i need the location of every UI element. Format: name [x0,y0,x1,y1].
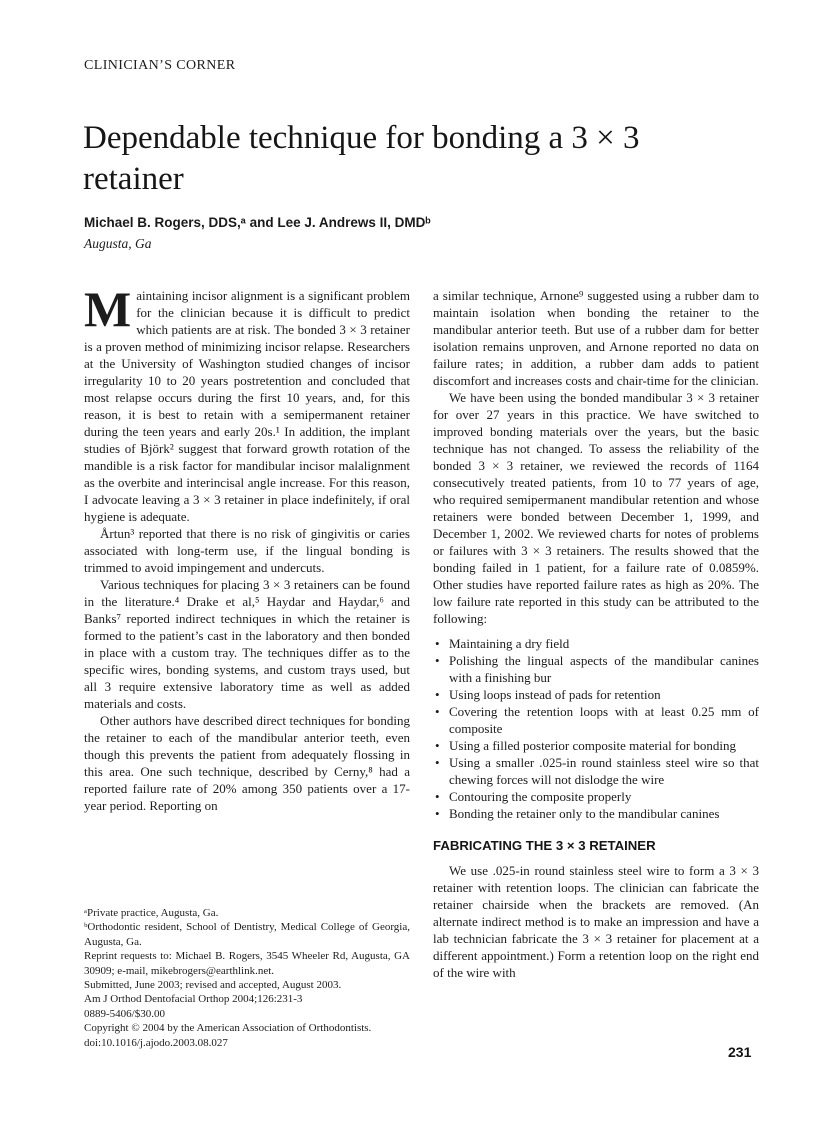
article-body [84,281,759,981]
footnotes-block [84,906,410,1050]
paragraph: Various techniques for placing 3 × 3 retainers can be found in the literature.⁴ Drake et al,⁵ Haydar and Haydar,⁶ and Banks⁷ reported indirect techniques in which the retainer is formed to the patient’s cast in the laboratory and then bonded in place with a custom tray. The techniques differ as to the specific wires, bonding systems, and custom trays used, but all 3 require extensive laboratory time as well as added materials and costs. [84,577,410,711]
paragraph: Other authors have described direct techniques for bonding the retainer to each of the mandibular anterior teeth, even though this prevents the patient from adequately flossing in this area. One such technique, described by Cerny,⁸ had a reported failure rate of 20% among 350 patients over a 17-year period. Reporting on [84,713,410,813]
bullet-text: Using loops instead of pads for retention [449,687,661,702]
bullet-item [433,686,759,703]
bullet-item [433,635,759,652]
bullet-icon: • [435,789,440,804]
bullet-list [433,635,759,822]
bullet-icon: • [435,636,440,651]
bullet-item [433,754,759,788]
bullet-item [433,737,759,754]
footnote-line: Submitted, June 2003; revised and accepted, August 2003. [84,979,342,992]
bullet-item [433,652,759,686]
author-location: Augusta, Ga [84,236,152,251]
bullet-icon: • [435,806,440,821]
bullet-text: Covering the retention loops with at least 0.25 mm of composite [449,704,759,736]
drop-cap: M [84,281,132,337]
bullet-text: Using a filled posterior composite material for bonding [449,738,737,753]
bullet-item [433,788,759,805]
paragraph: We have been using the bonded mandibular 3 × 3 retainer for over 27 years in this practice. We have switched to improved bonding materials over the years, but the basic technique has not changed. To assess the reliability of the bonded 3 × 3 retainer, we reviewed the records of 1164 consecutively treated patients, from 10 to 77 years of age, who required semipermanent mandibular retention and whose retainers were bonded between December 1, 1999, and December 1, 2002. We reviewed charts for notes of problems or failures with 3 × 3 retainers. The results showed that the bonding failed in 1 patient, for a failure rate of 0.0859%. Other studies have reported failure rates as high as 20%. The low failure rate reported in this study can be attributed to the following: [433,390,759,626]
bullet-icon: • [435,755,440,770]
paragraph: Årtun³ reported that there is no risk of gingivitis or caries associated with long-term use, if the lingual bonding is trimmed to avoid impingement and undercuts. [84,526,410,575]
journal-section-label: CLINICIAN’S CORNER [84,58,236,73]
section-heading: FABRICATING THE 3 × 3 RETAINER [433,838,656,853]
bullet-text: Bonding the retainer only to the mandibular canines [449,806,720,821]
footnote-line: Reprint requests to: Michael B. Rogers, 3545 Wheeler Rd, Augusta, GA 30909; e-mail, mikebrogers@earthlink.net. [84,950,410,977]
bullet-text: Maintaining a dry field [449,636,570,651]
bullet-text: Polishing the lingual aspects of the mandibular canines with a finishing bur [449,653,759,685]
bullet-icon: • [435,704,440,719]
article-title: Dependable technique for bonding a 3 × 3 retainer [83,120,640,197]
paragraph: a similar technique, Arnone⁹ suggested using a rubber dam to maintain isolation when bonding the retainer to the mandibular anterior teeth. But use of a rubber dam for better isolation remains unproven, and Arnone reported no data on failure rates; in addition, a rubber dam adds to patient discomfort and increases costs and chair-time for the clinician. [433,288,759,388]
page-number: 231 [728,1044,752,1060]
footnote-line: ᵇOrthodontic resident, School of Dentistry, Medical College of Georgia, Augusta, Ga. [84,921,410,948]
footnote-line: doi:10.1016/j.ajodo.2003.08.027 [84,1036,228,1049]
paragraph-text: aintaining incisor alignment is a significant problem for the clinician because it is difficult to predict which patients are at risk. The bonded 3 × 3 retainer is a proven method of minimizing incisor relapse. Researchers at the University of Washington studied changes of incisor irregularity 10 to 20 years postretention and concluded that most relapse occurs during the first 10 years, and, for this reason, it is best to retain with a semipermanent retainer during the teen years and early 20s.¹ In addition, the implant studies of Björk² suggest that forward growth rotation of the mandible is a risk factor for mandibular incisor malalignment as the overbite and interincisal angle increase. For this reason, I advocate leaving a 3 × 3 retainer in place indefinitely, if oral hygiene is adequate. [84,288,410,524]
bullet-item [433,805,759,822]
bullet-icon: • [435,687,440,702]
bullet-icon: • [435,738,440,753]
bullet-text: Contouring the composite properly [449,789,632,804]
paragraph-intro [84,281,410,525]
footnote-line: ᵃPrivate practice, Augusta, Ga. [84,907,219,919]
footnote-line: Copyright © 2004 by the American Association of Orthodontists. [84,1022,372,1035]
right-column [433,287,759,981]
paragraph: We use .025-in round stainless steel wire to form a 3 × 3 retainer with retention loops. The clinician can fabricate the retainer chairside when the brackets are removed. (An alternate indirect method is to make an impression and have a lab technician fabricate the 3 × 3 retainer for placement at a different appointment.) Form a retention loop on the right end of the wire with [433,863,759,980]
bullet-item [433,703,759,737]
footnote-line: 0889-5406/$30.00 [84,1007,165,1020]
bullet-icon: • [435,653,440,668]
left-column [84,281,410,981]
footnote-line: Am J Orthod Dentofacial Orthop 2004;126:231-3 [84,993,303,1006]
bullet-text: Using a smaller .025-in round stainless steel wire so that chewing forces will not dislodge the wire [449,755,759,787]
author-byline: Michael B. Rogers, DDS,ᵃ and Lee J. Andrews II, DMDᵇ [84,215,431,230]
